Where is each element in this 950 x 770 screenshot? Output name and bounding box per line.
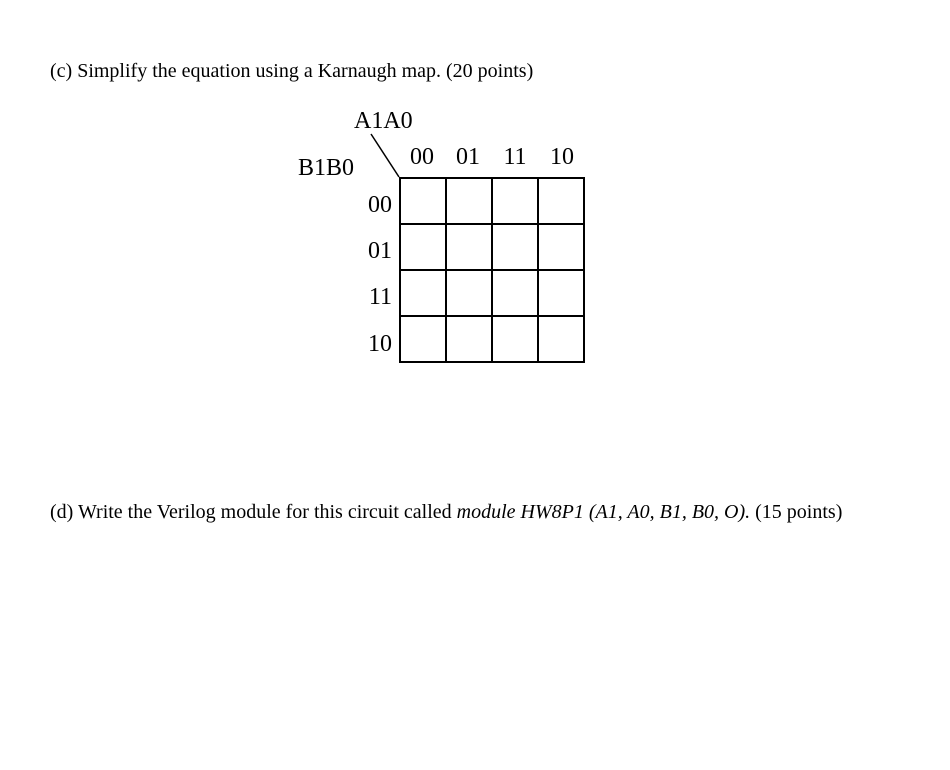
kmap-row-variables: B1B0 — [298, 155, 355, 181]
kmap-row — [400, 270, 584, 316]
kmap-row — [400, 178, 584, 224]
kmap-cell[interactable] — [446, 270, 492, 316]
kmap-cell[interactable] — [492, 224, 538, 270]
kmap-column-header: 00 — [410, 144, 434, 170]
kmap-grid — [399, 177, 585, 363]
kmap-cell[interactable] — [446, 316, 492, 362]
kmap-cell[interactable] — [492, 178, 538, 224]
kmap-cell[interactable] — [538, 316, 584, 362]
kmap-column-header: 11 — [503, 144, 527, 170]
kmap-cell[interactable] — [446, 224, 492, 270]
question-d-prefix: (d) Write the Verilog module for this circuit called — [50, 501, 457, 523]
question-d — [50, 500, 842, 524]
kmap-row-header: 00 — [368, 192, 392, 218]
kmap-row-header: 10 — [368, 331, 392, 357]
kmap-column-header: 01 — [456, 144, 480, 170]
kmap-column-variables: A1A0 — [354, 108, 413, 134]
verilog-module-signature: module HW8P1 (A1, A0, B1, B0, O). — [456, 501, 751, 523]
kmap-cell[interactable] — [492, 270, 538, 316]
kmap-cell[interactable] — [538, 178, 584, 224]
kmap-cell[interactable] — [538, 224, 584, 270]
kmap-column-header: 10 — [550, 144, 574, 170]
kmap-cell[interactable] — [492, 316, 538, 362]
kmap-row-header: 01 — [368, 238, 392, 264]
kmap-cell[interactable] — [400, 316, 446, 362]
kmap-cell[interactable] — [400, 178, 446, 224]
kmap-row — [400, 316, 584, 362]
question-c: (c) Simplify the equation using a Karnaugh map. (20 points) — [50, 60, 534, 82]
kmap-row-header: 11 — [368, 284, 392, 310]
kmap-cell[interactable] — [538, 270, 584, 316]
kmap-cell[interactable] — [400, 224, 446, 270]
kmap-row — [400, 224, 584, 270]
question-d-points: (15 points) — [750, 501, 843, 523]
kmap-cell[interactable] — [400, 270, 446, 316]
kmap-cell[interactable] — [446, 178, 492, 224]
